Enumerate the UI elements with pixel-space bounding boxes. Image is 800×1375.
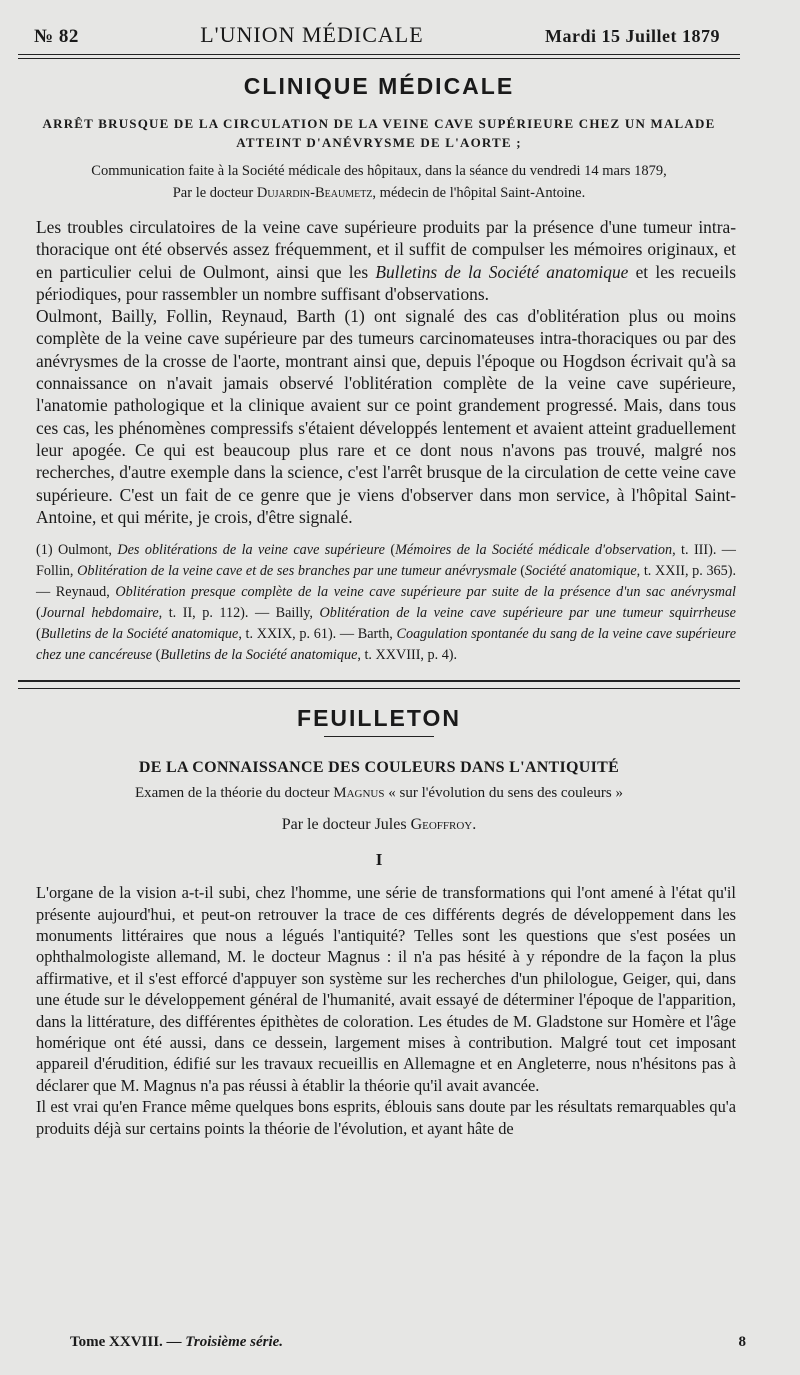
- subtitle-name: Magnus: [333, 785, 385, 802]
- article-byline: [18, 160, 740, 204]
- series-label: Troisième série.: [185, 1334, 284, 1350]
- text-run: (: [36, 605, 41, 622]
- chapter-numeral: I: [375, 850, 383, 870]
- italic-run: Oblitération de la veine cave et de ses branches par une tumeur anévrysmale: [77, 563, 517, 580]
- header-rule: [18, 54, 740, 59]
- italic-run: Bulletins de la Société anatomique: [160, 647, 358, 664]
- paragraph: Oulmont, Bailly, Follin, Reynaud, Barth (1) ont signalé des cas d'oblitération plus ou moins complète de la veine cave supérieure par des tumeurs carcinomateuses intra-thoraciques ou par des anévrysmes de la crosse de l'aorte, montrant ainsi que, depuis l'époque ou Hogdson écrivait qu'à sa connaissance on n'avait jamais observé l'oblitération complète de la veine cave supérieure, l'anatomie pathologique et la clinique avaient sur ce point grandement progressé. Mais, dans tous ces cas, les phénomènes compressifs s'étaient développés lentement et avaient atteint graduellement leur apogée. Ce qui est beaucoup plus rare et ce dont nous n'avons pas trouvé, malgré nos recherches, d'autre exemple dans la science, c'est l'arrêt brusque de la circulation de cette veine cave supérieure. C'est un fait de ce genre que je viens d'observer dans mon service, à l'hôpital Saint-Antoine, et qui mérite, je crois, d'être signalé.: [36, 306, 736, 527]
- issue-date: Mardi 15 Juillet 1879: [545, 26, 720, 46]
- feuilleton-subtitle: [18, 785, 740, 802]
- text-run: (1) Oulmont,: [36, 542, 118, 559]
- article-title-line1: ARRÊT BRUSQUE DE LA CIRCULATION DE LA VEINE CAVE SUPÉRIEURE CHEZ UN MALADE: [42, 116, 716, 131]
- text-run: .: [472, 816, 477, 834]
- text-run: Examen de la théorie du docteur: [134, 785, 334, 802]
- feuilleton-title: DE LA CONNAISSANCE DES COULEURS DANS L'ANTIQUITÉ: [138, 759, 620, 777]
- paragraph: L'organe de la vision a-t-il subi, chez l'homme, une série de transformations qui l'ont amené à l'état qu'il présente aujourd'hui, et peut-on retrouver la trace de ces différents degrés de développement dans les monuments littéraires que nous a légués l'antiquité? Telles sont les questions que s'est posées un ophthalmologiste allemand, M. le docteur Magnus : il n'a pas hésité à y répondre de la façon la plus affirmative, et il s'est efforcé d'appuyer son système sur les recherches d'un philologue, Geiger, qui, dans une étude sur le développement général de l'humanité, avait essayé de déterminer l'époque de l'apparition, dans la littérature, des différentes épithètes de coloration. Les études de M. Gladstone sur Homère et l'âge homérique ont été aussi, dans ce dessein, largement mises à contribution. Malgré tout cet imposant appareil d'érudition, édifié sur les travaux recueillis en Allemagne et en Angleterre, nous n'hésitons pas à déclarer que M. Magnus n'a pas réussi à établir la théorie qu'il avait avancée.: [36, 883, 736, 1095]
- paragraph: [36, 216, 736, 305]
- italic-run: Des oblitérations de la veine cave supérieure: [117, 542, 385, 559]
- footnote: [36, 540, 736, 666]
- author-name: Dujardin-Beaumetz: [256, 185, 373, 201]
- text-run: (: [36, 626, 41, 643]
- author-name: Geoffroy: [410, 816, 473, 834]
- journal-title: L'UNION MÉDICALE: [200, 22, 424, 47]
- text-run: « sur l'évolution du sens des couleurs »: [384, 785, 623, 802]
- running-header: [22, 22, 736, 48]
- article-body: [36, 216, 736, 528]
- italic-run: Bulletins de la Société anatomique: [40, 626, 239, 643]
- heading-rule: [324, 736, 434, 737]
- volume-label: Tome XXVIII. —: [70, 1334, 186, 1350]
- section-title: CLINIQUE MÉDICALE: [243, 73, 515, 99]
- journal-page: [18, 22, 740, 1362]
- feuilleton-author: [18, 816, 740, 834]
- italic-run: Coagulation spontanée du sang de la veine cave supérieure chez une cancéreuse: [36, 626, 736, 664]
- paragraph: Il est vrai qu'en France même quelques bons esprits, éblouis sans doute par les résultats remarquables qu'a produits déjà sur certains points la théorie de l'évolution, et ayant hâte de: [36, 1097, 736, 1138]
- text-run: , t. XXII, p. 365). — Reynaud,: [36, 563, 737, 601]
- text-run: et les recueils périodiques, pour rassembler un nombre suffisant d'observations.: [36, 261, 736, 304]
- italic-run: Oblitération presque complète de la veine cave supérieure par suite de la présence d'un sac anévrysmal: [115, 584, 736, 601]
- page-footer: [70, 1334, 746, 1351]
- italic-run: Société anatomique: [525, 563, 637, 580]
- feuilleton-body: [36, 882, 736, 1139]
- text-run: , t. III). — Follin,: [36, 542, 736, 580]
- author-line: [18, 182, 740, 204]
- text-run: (: [384, 542, 396, 559]
- text-run: (: [152, 647, 161, 664]
- text-run: , t. XXIX, p. 61). — Barth,: [238, 626, 397, 643]
- italic-run: Oblitération de la veine cave supérieure par une tumeur squirrheuse: [319, 605, 736, 622]
- issue-number: № 82: [34, 26, 79, 47]
- author-prefix: Par le docteur: [172, 185, 254, 201]
- text-run: , t. II, p. 112). — Bailly,: [158, 605, 320, 622]
- communication-note: Communication faite à la Société médicale des hôpitaux, dans la séance du vendredi 14 mars 1879,: [91, 163, 667, 179]
- feuilleton-heading: FEUILLETON: [297, 705, 461, 732]
- text-run: Par le docteur Jules: [281, 816, 411, 834]
- article-title-line2: ATTEINT D'ANÉVRYSME DE L'AORTE ;: [236, 135, 522, 150]
- text-run: Les troubles circulatoires de la veine cave supérieure produits par la présence d'une tumeur intra-thoracique ont été observés assez fréquemment, et il suffit de compulser les mémoires originaux, et en particulier celui de Oulmont, ainsi que les: [36, 217, 736, 282]
- italic-run: Mémoires de la Société médicale d'observation: [395, 542, 673, 559]
- author-suffix: , médecin de l'hôpital Saint-Antoine.: [372, 185, 586, 201]
- text-run: , t. XXVIII, p. 4).: [357, 647, 458, 664]
- article-title: [24, 114, 734, 152]
- section-separator: [18, 680, 740, 689]
- page-number: 8: [738, 1334, 746, 1350]
- italic-run: Journal hebdomaire: [40, 605, 159, 622]
- volume-info: [70, 1334, 283, 1351]
- text-run: (: [516, 563, 526, 580]
- italic-run: Bulletins de la Société anatomique: [375, 261, 629, 282]
